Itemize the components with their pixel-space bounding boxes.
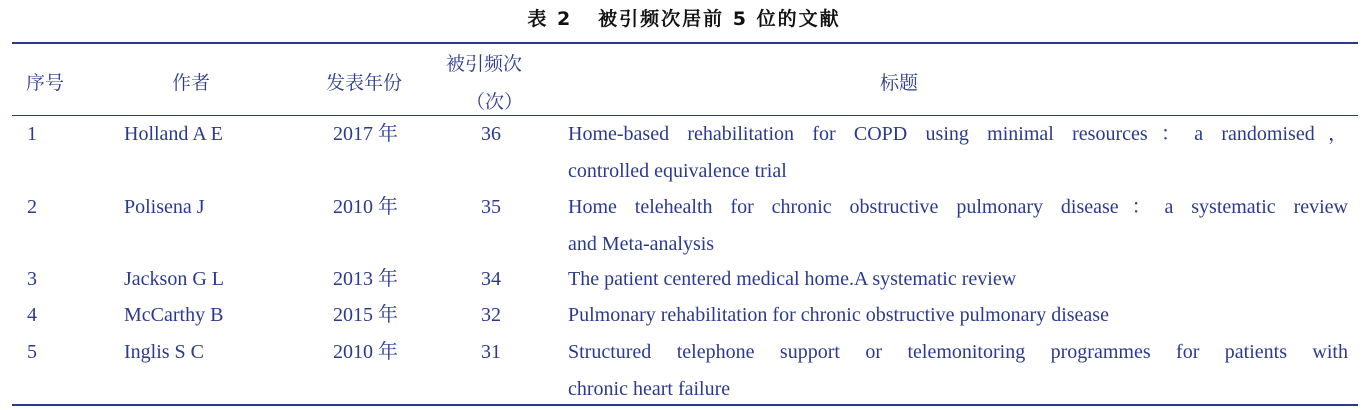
cell-citations: 34 [481,268,501,290]
header-index: 序号 [26,72,65,94]
caption-text: 被引频次居前 5 位的文献 [598,8,841,30]
caption-prefix: 表 2 [527,8,573,30]
cell-index: 4 [27,304,37,326]
cell-year: 2010 年 [333,341,398,363]
header-citations-line2: （次） [466,91,524,113]
cell-author: Polisena J [124,196,205,218]
cell-year: 2017 年 [333,123,398,145]
cell-index: 3 [27,268,37,290]
cell-title-line2: chronic heart failure [568,378,731,400]
cell-title-line2: controlled equivalence trial [568,160,787,182]
cell-title-line2: and Meta-analysis [568,233,715,255]
cell-citations: 36 [481,123,501,145]
header-citations-line1: 被引频次 [446,53,523,75]
cell-citations: 35 [481,196,501,218]
cell-author: Jackson G L [124,268,224,290]
cell-index: 2 [27,196,37,218]
cell-author: Holland A E [124,123,223,145]
cell-index: 1 [27,123,37,145]
cell-title: Pulmonary rehabilitation for chronic obstructive pulmonary disease [568,304,1109,326]
cell-author: McCarthy B [124,304,224,326]
cell-author: Inglis S C [124,341,205,363]
cell-title [568,116,1348,190]
cell-year: 2010 年 [333,196,398,218]
header-author: 作者 [172,72,211,94]
cell-title-line1: Home telehealth for chronic obstructive pulmonary disease：a systematic review [568,196,1348,218]
cell-citations: 31 [481,341,501,363]
cell-citations: 32 [481,304,501,326]
cell-year: 2015 年 [333,304,398,326]
header-title: 标题 [880,72,919,94]
cell-index: 5 [27,341,37,363]
cell-title [568,189,1348,263]
header-year: 发表年份 [326,72,403,94]
cell-title [568,334,1348,408]
cell-title-line1: Structured telephone support or telemonitoring programmes for patients with [568,341,1348,363]
table-top-rule [12,42,1358,44]
cell-year: 2013 年 [333,268,398,290]
cell-title-line1: Home-based rehabilitation for COPD using minimal resources：a randomised， [568,123,1348,145]
cell-title: The patient centered medical home.A systematic review [568,268,1017,290]
table-caption [0,4,1368,31]
